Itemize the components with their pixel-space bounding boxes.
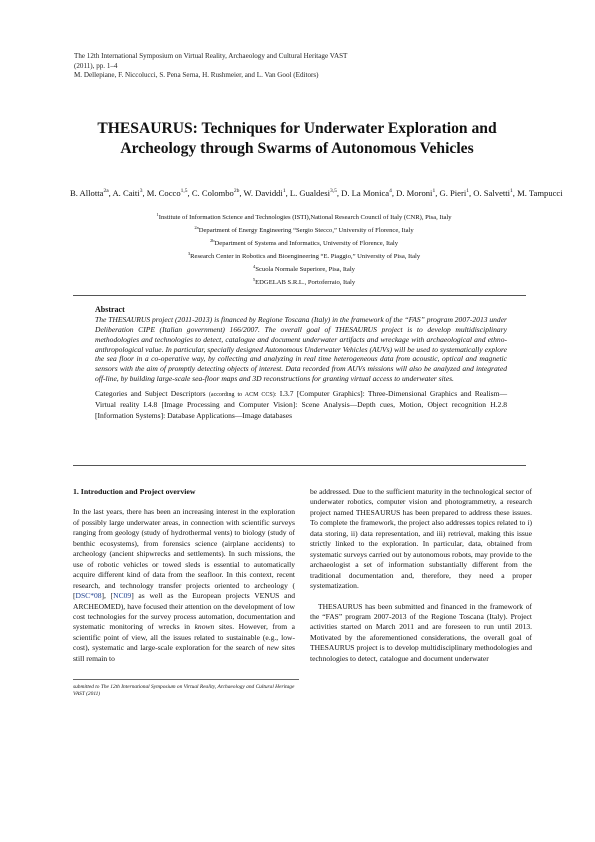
author-affiliation-mark: 1 (510, 188, 513, 194)
author-affiliation-mark: 3 (139, 188, 143, 194)
author-name: C. Colombo (191, 188, 234, 198)
affiliation-line: $^1$Institute of Information Science and Technologies (ISTI),National Research Council of Italy (CNR), Pisa, Italy (156, 212, 452, 221)
ccs-note: (according to ACM CCS): (208, 391, 277, 398)
header-editors: M. Dellepiane, F. Niccolucci, S. Pena Serna, H. Rushmeier, and L. Van Gool (Editors) (74, 71, 319, 80)
paper-title (60, 119, 534, 159)
author-name: M. Cocco (146, 188, 181, 198)
citation-nc09[interactable]: NC09 (113, 591, 132, 601)
author-affiliation-mark: 1 (432, 188, 436, 194)
author-affiliation-mark: 2a (103, 188, 109, 194)
title-line-1: THESAURUS: Techniques for Underwater Exploration and (97, 120, 497, 137)
abstract-top-rule (73, 295, 526, 296)
citation-dsc08[interactable]: DSC*08 (75, 591, 102, 601)
right-paragraph-1: be addressed. Due to the sufficient maturity in the technological sector of underwater robotics, computer vision and photogrammetry, a research project named THESAURUS has been prepared to address these issues. To complete the framework, the project also addresses topics related to i) data storing, ii) data representation, and iii) retrieval, making this issue strictly linked to the exploration. In particular, data, obtained from systematic surveys carried out by autonomous robots, may provide to the archaeologist a set of information substantially different from the traditional documentation and, therefore, they need a proper systematization. (310, 487, 532, 591)
author-name: D. La Monica (341, 188, 390, 198)
running-header (74, 52, 347, 81)
author-affiliation-mark: 4 (389, 188, 392, 194)
author-name: M. Tampucci (517, 188, 563, 198)
author-affiliation-mark: 1 (282, 188, 286, 194)
affiliation-line: $^5$EDGELAB S.R.L., Portoferraio, Italy (252, 277, 356, 286)
abstract-text: The THESAURUS project (2011-2013) is financed by Regione Toscana (Italy) in the framework of the “FAS” program 2007-2013 under Deliberation CIPE (Italian government) 166/2007. The overall goal of THESAURUS project is to develop multidisciplinary methodologies and technologies to detect, catalogue and document underwater artifacts and wreckage with archaeological and ethno-anthropological value. In particular, specially designed Autonomous Underwater Vehicles (AUVs) will be used to systematically explore the sea floor in a co-operative way, by collecting and analyzing in real time heterogeneous data from acoustic, optical and magnetic sensors with the aim of promptly detecting objects of interest. Data recorded from AUVs missions will also be analyzed and integrated off-line, by building large-scale sea-floor maps and 3D reconstructions for granting virtual access to underwater sites. (95, 315, 507, 384)
title-line-2: Archeology through Swarms of Autonomous Vehicles (120, 140, 474, 157)
header-pages: (2011), pp. 1–4 (74, 61, 118, 70)
intro-paragraph: In the last years, there has been an increasing interest in the exploration of possibly large underwater areas, in connection with scientific surveys ranging from geology (study of hydrothermal vents) to biology (study of benthic ecosystems), from forensics science (airplane accidents) to archeology (ancient shipwrecks and settlements). In such missions, the use of robotic vehicles or towed sleds is essential to automatically acquire different kind of data from the seafloor. In this context, recent research, and technology transfer projects oriented to archeology ( [DSC*08], [NC09] as well as the European projects VENUS and ARCHEOMED), have focused their attention on the development of low cost technologies for the survey process automation, documentation and systematic monitoring of wrecks in known sites. However, from a scientific point of view, all the issues related to sustainable (e.g., low-cost), systematic and large-scale exploration for the search of new sites still remain to (73, 507, 295, 663)
author-affiliation-mark: 2b (233, 188, 240, 194)
abstract-block (95, 305, 507, 421)
author-name: G. Pieri (439, 188, 467, 198)
affiliation-list (70, 210, 538, 288)
author-name: B. Allotta (70, 188, 104, 198)
affiliation-line: $^3$Research Center in Robotics and Bioengineering “E. Piaggio,” University of Pisa, Italy (187, 251, 421, 260)
author-name: O. Salvetti (473, 188, 511, 198)
author-name: L. Gualdesi (289, 188, 330, 198)
left-column (73, 487, 295, 664)
author-affiliation-mark: 1,5 (180, 188, 188, 194)
ccs-text: I.3.7 [Computer Graphics]: Three-Dimensional Graphics and Realism—Virtual reality I.4.8 [Image Processing and Computer Vision]: Scene Analysis—Depth cues, Motion, Object recognition H.2.8 [Information Systems]: Database Applications—Image databases (95, 388, 508, 420)
ccs-categories (95, 389, 507, 422)
footnote: submitted to The 12th International Symposium on Virtual Reality, Archaeology and Cultural Heritage VAST (2011) (73, 684, 295, 697)
author-affiliation-mark: 3,5 (329, 188, 337, 194)
author-list: B. Allotta$^{2a}$, A. Caiti$^3$, M. Cocco$^{1,5}$, C. Colombo$^{2b}$, W. Daviddi$^1$, L. Gualdesi$^{3,5}$, D. La Monica$^4$, D. Moroni$^1$, G. Pieri$^1$, O. Salvetti$^1$, M. Tampucci (70, 188, 563, 198)
right-column (310, 487, 532, 664)
ccs-label: Categories and Subject Descriptors (95, 388, 206, 398)
section-heading: 1. Introduction and Project overview (73, 487, 196, 496)
affiliation-line: $^{2b}$Department of Systems and Informatics, University of Florence, Italy (209, 238, 399, 247)
abstract-bottom-rule (73, 465, 526, 466)
header-venue: The 12th International Symposium on Virtual Reality, Archaeology and Cultural Heritage VAST (74, 52, 348, 60)
affiliation-line: $^{2a}$Department of Energy Engineering “Sergio Stecco,” University of Florence, Italy (194, 225, 414, 234)
author-affiliation-mark: 1 (466, 188, 469, 194)
author-name: D. Moroni (396, 188, 433, 198)
author-name: W. Daviddi (243, 188, 283, 198)
footnote-rule (73, 679, 299, 680)
author-name: A. Caiti (112, 188, 140, 198)
abstract-heading: Abstract (95, 305, 125, 314)
affiliation-line: $^4$Scuola Normale Superiore, Pisa, Italy (253, 264, 355, 273)
right-paragraph-2: THESAURUS has been submitted and financed in the framework of the “FAS” program 2007-2013 of the Regione Toscana (Italy). Project activities started on March 2011 and are foreseen to run until 2013. Motivated by the aforementioned considerations, the overall goal of THESAURUS project is to develop multidisciplinary methodologies and technologies to detect, catalogue and document underwater (310, 601, 532, 663)
